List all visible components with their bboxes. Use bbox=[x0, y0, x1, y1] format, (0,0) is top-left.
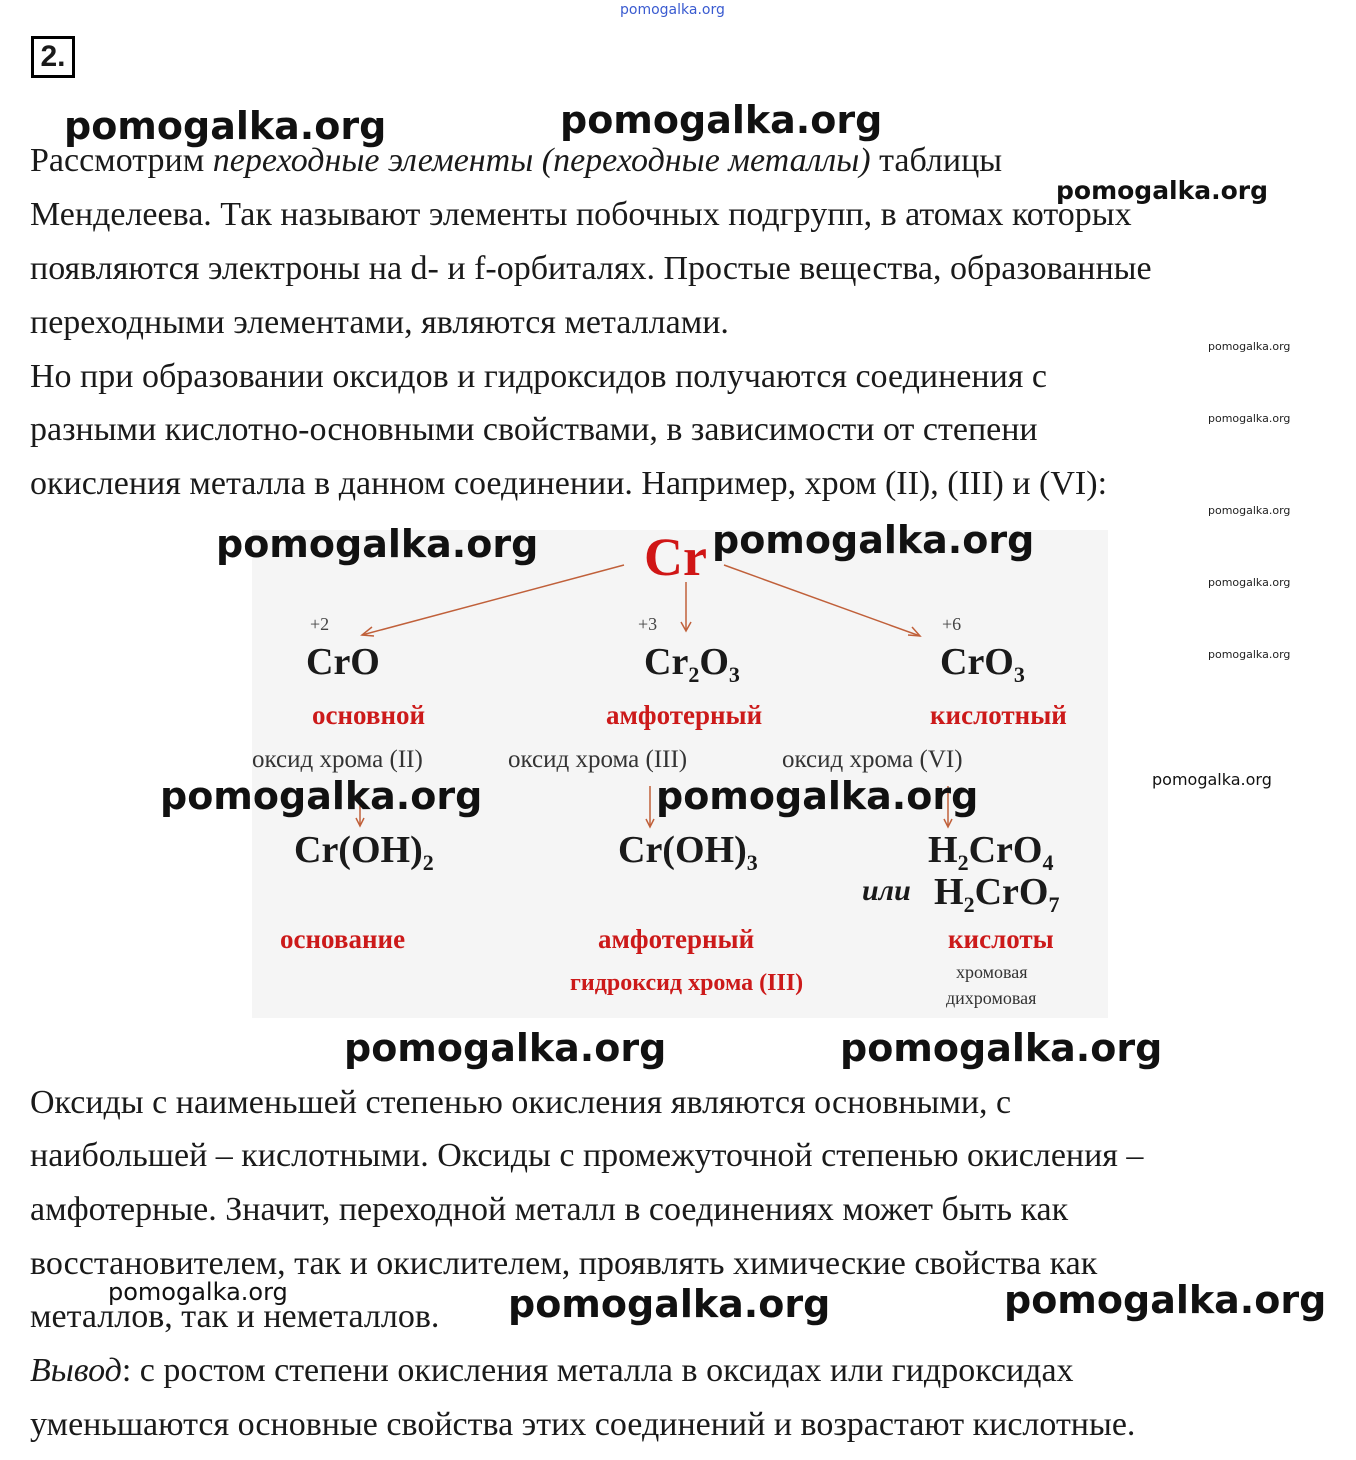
acid-name-dichromic: дихромовая bbox=[946, 988, 1037, 1008]
oxidation-state-3: +3 bbox=[638, 614, 658, 634]
watermark-6: pomogalka.org bbox=[1208, 504, 1291, 517]
paragraph-3-line-2: наибольшей – кислотными. Оксиды с промежуточной степенью окисления – bbox=[30, 1137, 1144, 1174]
arrow-to-cro bbox=[362, 565, 624, 635]
conclusion-line-1 bbox=[30, 1344, 1074, 1398]
paragraph-1-line-2: Менделеева. Так называют элементы побочных подгрупп, в атомах которых bbox=[30, 196, 1132, 233]
watermark-top: pomogalka.org bbox=[620, 2, 725, 18]
or-word: или bbox=[862, 874, 911, 907]
conclusion-label: Вывод bbox=[30, 1352, 122, 1389]
paragraph-2-line-3: окисления металла в данном соединении. Например, хром (II), (III) и (VI): bbox=[30, 465, 1108, 502]
formula-cr2o3: $Cr_2O_3$ bbox=[644, 641, 740, 687]
watermark-1: pomogalka.org bbox=[64, 104, 387, 148]
watermark-7: pomogalka.org bbox=[1208, 576, 1291, 589]
formula-cro: CrO bbox=[306, 641, 380, 683]
watermark-10: pomogalka.org bbox=[216, 522, 539, 566]
oxide-name-ii: оксид хрома (II) bbox=[252, 746, 423, 773]
watermark-9: pomogalka.org bbox=[1152, 770, 1272, 789]
acid-name-chromic: хромовая bbox=[956, 962, 1028, 982]
paragraph-3-line-4: восстановителем, так и окислителем, проявлять химические свойства как bbox=[30, 1245, 1098, 1282]
conclusion-text: : с ростом степени окисления металла в оксидах или гидроксидах bbox=[121, 1352, 1074, 1389]
arrowhead-cro3 bbox=[908, 627, 920, 636]
watermark-8: pomogalka.org bbox=[1208, 648, 1291, 661]
formula-h2cr2o7: $H_2CrO_7$ bbox=[934, 871, 1060, 917]
p1-italic-term: переходные элементы (переходные металлы) bbox=[212, 142, 871, 179]
oxidation-state-2: +2 bbox=[310, 614, 330, 634]
oxide-name-vi: оксид хрома (VI) bbox=[782, 746, 963, 773]
paragraph-3-line-5: металлов, так и неметаллов. bbox=[30, 1298, 440, 1335]
watermark-17: pomogalka.org bbox=[508, 1282, 831, 1326]
paragraph-2-line-2: разными кислотно-основными свойствами, в зависимости от степени bbox=[30, 411, 1038, 448]
formula-h2cro4: $H_2CrO_4$ bbox=[928, 829, 1054, 875]
watermark-5: pomogalka.org bbox=[1208, 412, 1291, 425]
paragraph-2-line-1: Но при образовании оксидов и гидроксидов получаются соединения с bbox=[30, 358, 1048, 395]
oxide-type-amphoteric: амфотерный bbox=[606, 700, 763, 730]
watermark-18: pomogalka.org bbox=[1004, 1278, 1327, 1322]
watermark-12: pomogalka.org bbox=[160, 774, 483, 818]
watermark-13: pomogalka.org bbox=[656, 774, 979, 818]
p1-text-a: Рассмотрим bbox=[30, 142, 213, 179]
formula-croh3: $Cr(OH)_3$ bbox=[618, 829, 758, 875]
paragraph-3-line-3: амфотерные. Значит, переходной металл в соединениях может быть как bbox=[30, 1191, 1069, 1228]
conclusion-line-2: уменьшаются основные свойства этих соединений и возрастают кислотные. bbox=[30, 1406, 1136, 1443]
oxidation-state-6: +6 bbox=[942, 614, 962, 634]
hydroxide-type-base: основание bbox=[280, 924, 406, 954]
hydroxide-type-amphoteric: амфотерный bbox=[598, 924, 755, 954]
chromium-symbol: Cr bbox=[644, 527, 707, 587]
p1-text-b: таблицы bbox=[870, 142, 1003, 179]
hydroxide-type-acids: кислоты bbox=[948, 924, 1054, 954]
watermark-14: pomogalka.org bbox=[344, 1026, 667, 1070]
watermark-3: pomogalka.org bbox=[1056, 176, 1269, 205]
arrow-to-cro3 bbox=[724, 565, 920, 636]
oxide-type-basic: основной bbox=[312, 700, 426, 730]
watermark-15: pomogalka.org bbox=[840, 1026, 1163, 1070]
hydroxide-name-iii: гидроксид хрома (III) bbox=[570, 970, 804, 996]
paragraph-1-line-4: переходными элементами, являются металлами. bbox=[30, 304, 729, 341]
paragraph-1-line-3: появляются электроны на d- и f-орбиталях. Простые вещества, образованные bbox=[30, 250, 1152, 287]
paragraph-3-line-1: Оксиды с наименьшей степенью окисления являются основными, с bbox=[30, 1084, 1012, 1121]
watermark-2: pomogalka.org bbox=[560, 98, 883, 142]
formula-cro3: CrO$_3$ bbox=[940, 641, 1025, 687]
oxide-name-iii: оксид хрома (III) bbox=[508, 746, 688, 773]
task-number: 2. bbox=[31, 36, 75, 78]
oxide-type-acidic: кислотный bbox=[930, 700, 1067, 730]
watermark-11: pomogalka.org bbox=[712, 518, 1035, 562]
watermark-16: pomogalka.org bbox=[108, 1278, 288, 1306]
watermark-4: pomogalka.org bbox=[1208, 340, 1291, 353]
formula-croh2: $Cr(OH)_2$ bbox=[294, 829, 434, 875]
